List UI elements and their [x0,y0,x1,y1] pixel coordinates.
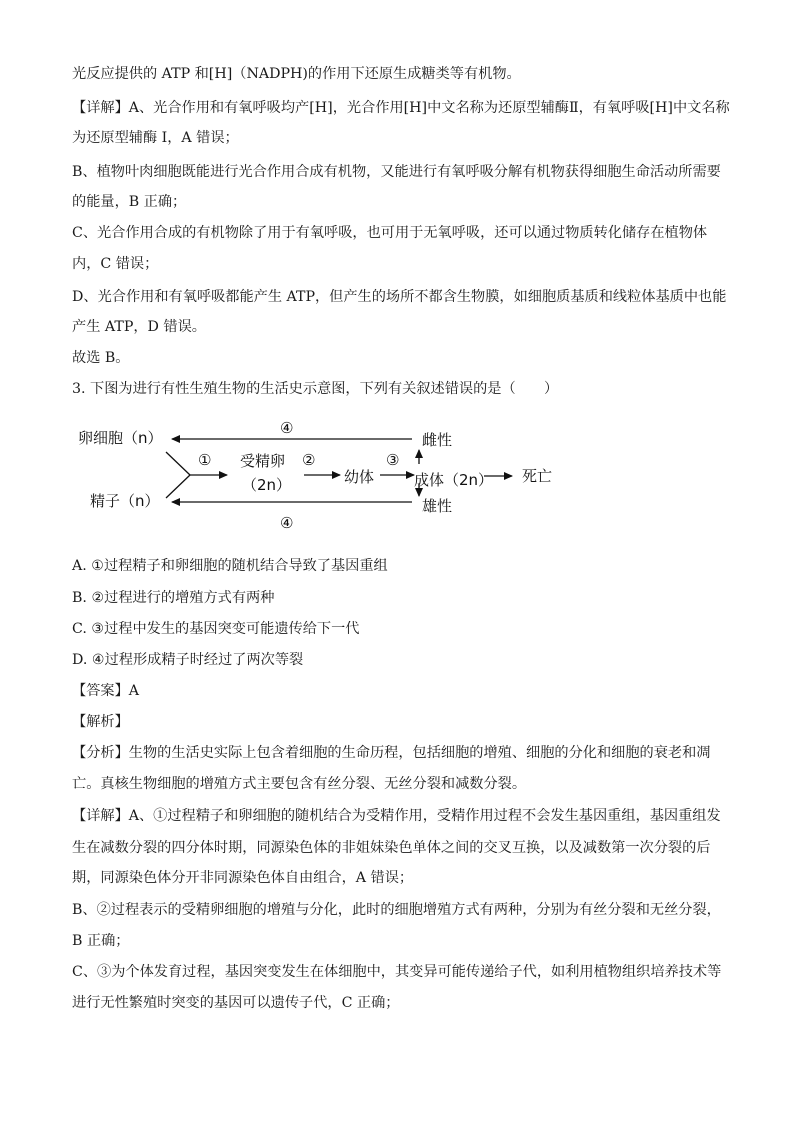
zygote-ploidy: （2n） [242,476,292,494]
answer-line: 【答案】A [72,683,139,699]
text-line: 生在减数分裂的四分体时期，同源染色体的非姐妹染色单体之间的交叉互换，以及减数第一次分裂的后 [72,840,711,856]
death-label: 死亡 [522,467,553,485]
text-line: 的能量，B 正确； [72,194,187,210]
life-cycle-diagram [72,410,592,545]
text-line: B、植物叶肉细胞既能进行光合作用合成有机物，又能进行有氧呼吸分解有机物获得细胞生命活动所需要 [72,164,721,180]
text-line: 期，同源染色体分开非同源染色体自由组合，A 错误； [72,870,414,886]
text-line: 【分析】生物的生活史实际上包含着细胞的生命历程，包括细胞的增殖、细胞的分化和细胞的衰老和凋 [72,745,711,761]
option-c: C. ③过程中发生的基因突变可能遗传给下一代 [72,621,360,637]
text-line: B 正确； [72,933,130,949]
text-line: B、②过程表示的受精卵细胞的增殖与分化，此时的细胞增殖方式有两种，分别为有丝分裂和无丝分裂， [72,902,721,918]
text-line: 亡。真核生物细胞的增殖方式主要包含有丝分裂、无丝分裂和减数分裂。 [72,776,527,792]
step4-bottom-label: ④ [280,514,294,532]
adult-label: 成体（2n） [414,471,494,489]
text-line: 【详解】A、①过程精子和卵细胞的随机结合为受精作用，受精作用过程不会发生基因重组，基因重组发 [72,808,721,824]
text-line: 内，C 错误； [72,256,159,272]
zygote-label: 受精卵 [240,452,286,470]
male-label: 雄性 [422,497,453,515]
text-line: 进行无性繁殖时突变的基因可以遗传子代，C 正确； [72,995,400,1011]
step4-top-label: ④ [280,419,294,437]
text-line: 产生 ATP，D 错误。 [72,319,206,335]
text-line: C、光合作用合成的有机物除了用于有氧呼吸，也可用于无氧呼吸，还可以通过物质转化储存在植物体 [72,225,708,241]
option-a: A. ①过程精子和卵细胞的随机结合导致了基因重组 [72,558,388,574]
text-line: D、光合作用和有氧呼吸都能产生 ATP，但产生的场所不都含生物膜，如细胞质基质和线粒体基质中也能 [72,289,727,305]
sperm-label: 精子（n） [90,492,160,510]
step3-label: ③ [386,451,400,469]
step1-label: ① [198,451,212,469]
text-line: C、③为个体发育过程，基因突变发生在体细胞中，其变异可能传递给子代，如利用植物组织培养技术等 [72,964,722,980]
analysis-head: 【解析】 [72,714,129,730]
step2-label: ② [302,451,316,469]
text-line: 故选 B。 [72,350,130,366]
female-label: 雌性 [422,431,453,449]
egg-label: 卵细胞（n） [78,429,163,447]
text-line: 【详解】A、光合作用和有氧呼吸均产[H]，光合作用[H]中文名称为还原型辅酶Ⅱ，有氧呼吸[H]中文名称 [72,100,730,116]
question-title: 3. 下图为进行有性生殖生物的生活史示意图，下列有关叙述错误的是（ ） [72,381,559,397]
option-b: B. ②过程进行的增殖方式有两种 [72,590,275,606]
text-line: 为还原型辅酶 I，A 错误； [72,130,239,146]
text-line: 光反应提供的 ATP 和[H]（NADPH)的作用下还原生成糖类等有机物。 [72,66,521,82]
juvenile-label: 幼体 [344,468,375,486]
option-d: D. ④过程形成精子时经过了两次等裂 [72,652,304,668]
